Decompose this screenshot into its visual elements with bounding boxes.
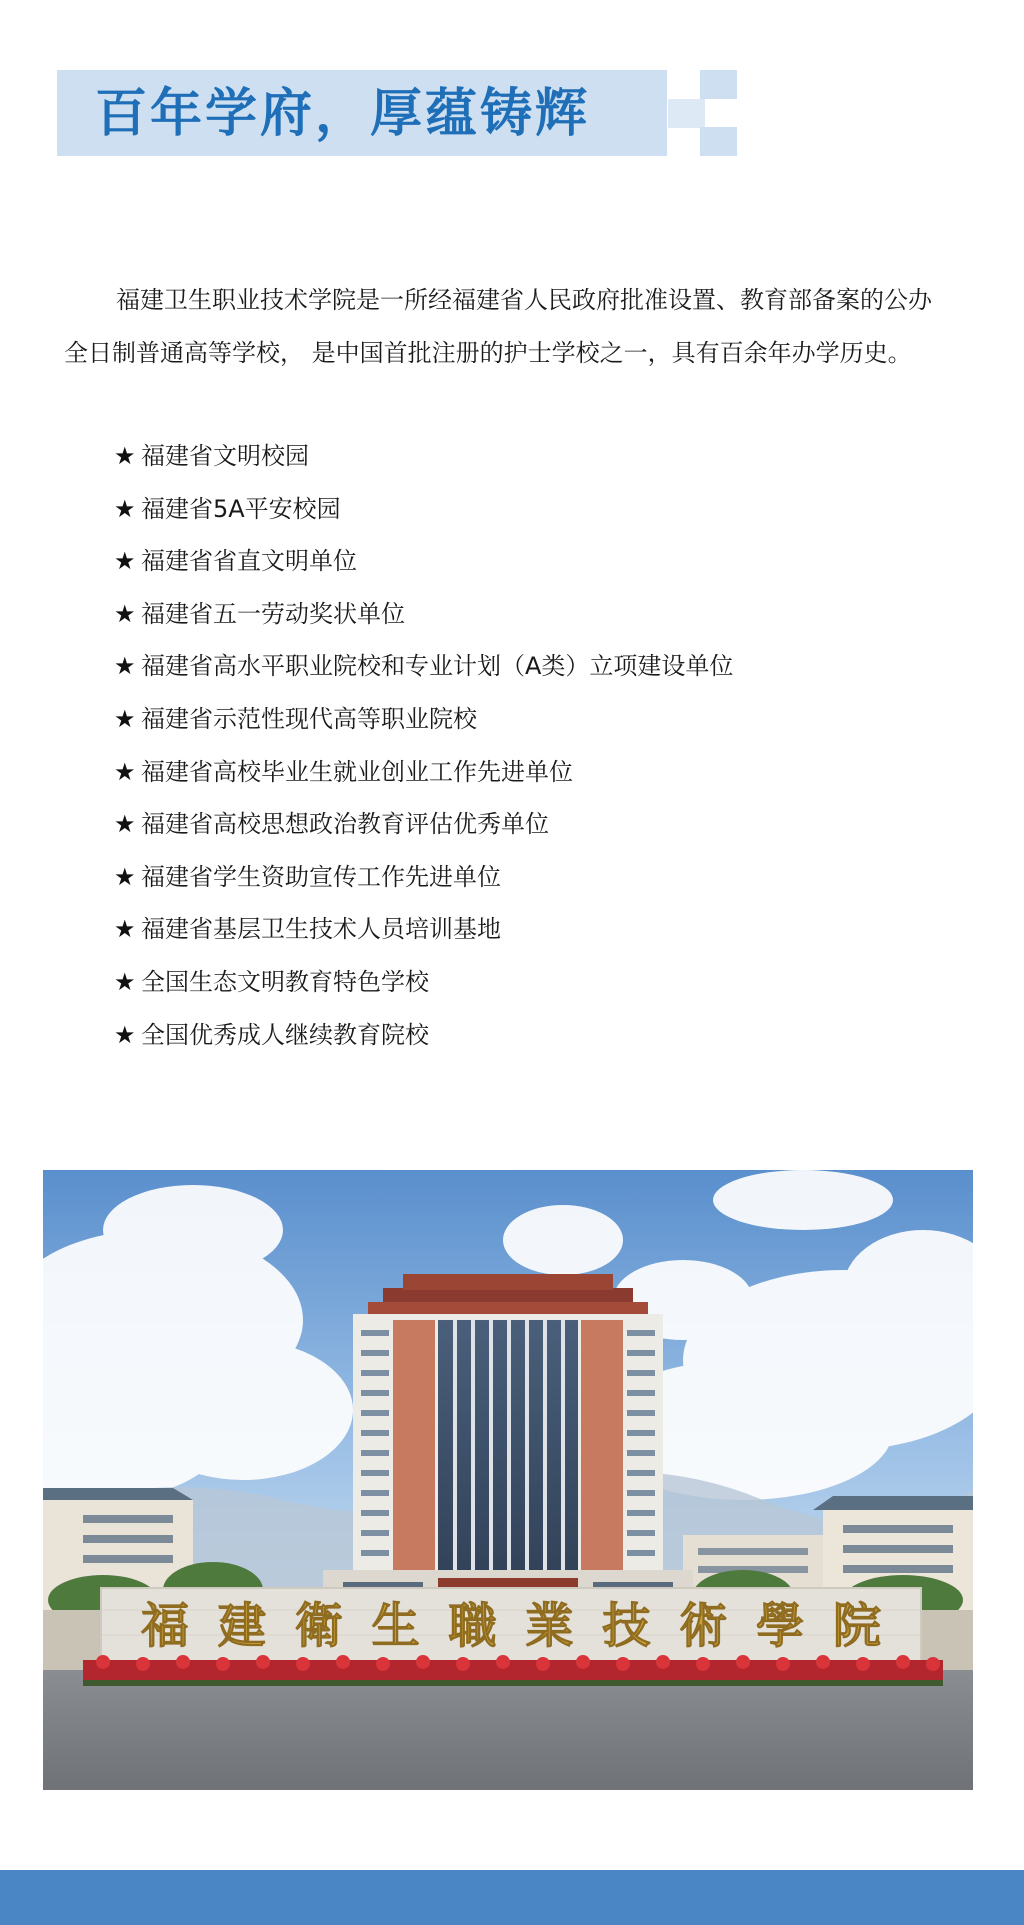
page-title: 百年学府，厚蕴铸辉 bbox=[95, 84, 591, 144]
honour-label: 全国生态文明教育特色学校 bbox=[141, 967, 429, 996]
star-icon: ★ bbox=[114, 599, 136, 628]
list-item bbox=[114, 693, 733, 746]
star-icon: ★ bbox=[114, 810, 136, 839]
list-item bbox=[114, 430, 733, 483]
honours-list bbox=[114, 430, 733, 1061]
honour-label: 福建省高水平职业院校和专业计划（A类）立项建设单位 bbox=[141, 652, 734, 681]
list-item bbox=[114, 1009, 733, 1062]
list-item bbox=[114, 535, 733, 588]
honour-label: 福建省基层卫生技术人员培训基地 bbox=[141, 915, 501, 944]
list-item bbox=[114, 956, 733, 1009]
honour-label: 福建省五一劳动奖状单位 bbox=[141, 599, 405, 628]
honour-label: 福建省示范性现代高等职业院校 bbox=[141, 704, 477, 733]
campus-photo bbox=[43, 1170, 973, 1790]
decorative-square bbox=[700, 70, 737, 99]
star-icon: ★ bbox=[114, 652, 136, 681]
list-item bbox=[114, 640, 733, 693]
honour-label: 福建省高校毕业生就业创业工作先进单位 bbox=[141, 757, 573, 786]
star-icon: ★ bbox=[114, 915, 136, 944]
list-item bbox=[114, 851, 733, 904]
list-item bbox=[114, 483, 733, 536]
star-icon: ★ bbox=[114, 862, 136, 891]
gate-inscription: 福建衛生職業技術學院 bbox=[141, 1598, 881, 1654]
star-icon: ★ bbox=[114, 967, 136, 996]
honour-label: 福建省5A平安校园 bbox=[141, 494, 341, 523]
honour-label: 全国优秀成人继续教育院校 bbox=[141, 1020, 429, 1049]
star-icon: ★ bbox=[114, 757, 136, 786]
intro-paragraph: 福建卫生职业技术学院是一所经福建省人民政府批准设置、教育部备案的公办全日制普通高等学校， 是中国首批注册的护士学校之一，具有百余年办学历史。 bbox=[64, 286, 932, 367]
star-icon: ★ bbox=[114, 547, 136, 576]
star-icon: ★ bbox=[114, 704, 136, 733]
honour-label: 福建省高校思想政治教育评估优秀单位 bbox=[141, 810, 549, 839]
honour-label: 福建省文明校园 bbox=[141, 442, 309, 470]
decorative-square bbox=[668, 99, 705, 128]
decorative-square bbox=[700, 127, 737, 156]
footer-band bbox=[0, 1870, 1024, 1925]
list-item bbox=[114, 588, 733, 641]
star-icon: ★ bbox=[114, 494, 136, 523]
star-icon: ★ bbox=[114, 442, 136, 470]
list-item bbox=[114, 903, 733, 956]
list-item bbox=[114, 798, 733, 851]
list-item bbox=[114, 746, 733, 799]
honour-label: 福建省学生资助宣传工作先进单位 bbox=[141, 862, 501, 891]
star-icon: ★ bbox=[114, 1020, 136, 1049]
honour-label: 福建省省直文明单位 bbox=[141, 547, 357, 576]
